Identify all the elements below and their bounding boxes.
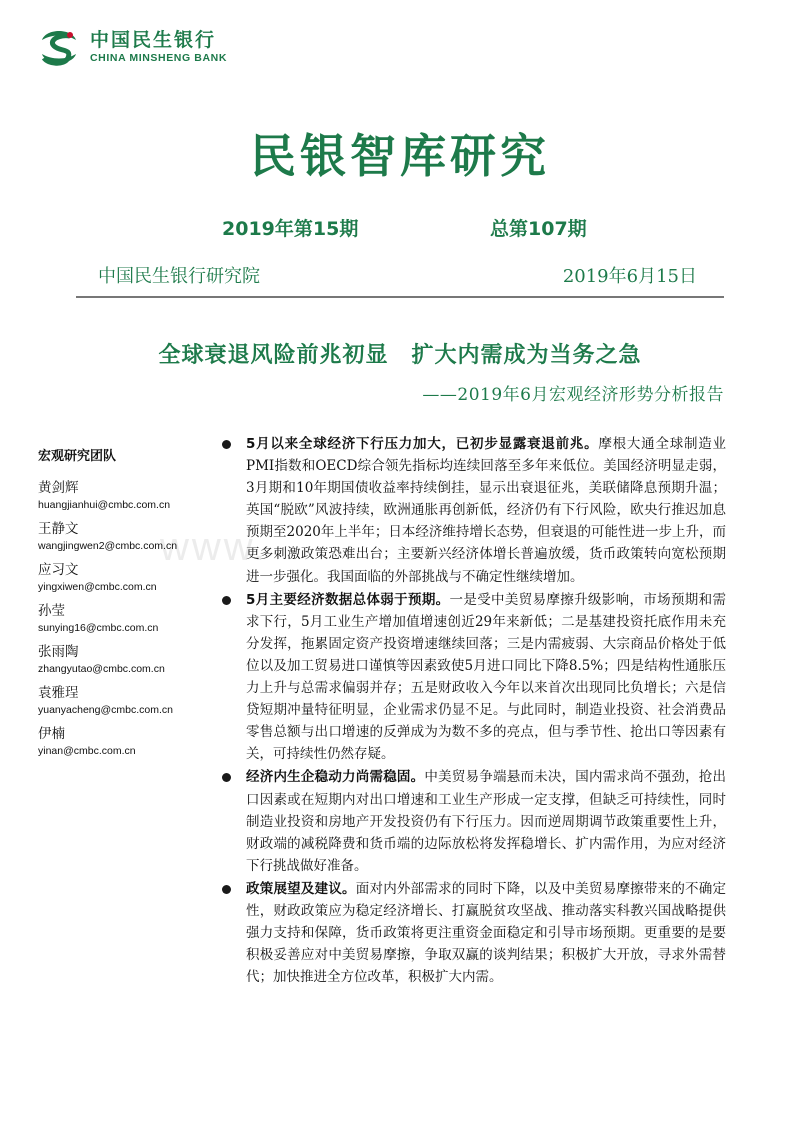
member-name: 王静文 — [38, 521, 79, 537]
institute-name: 中国民生银行研究院 — [98, 266, 260, 287]
team-member — [38, 521, 203, 554]
total-issue-number: 总第107期 — [490, 218, 587, 240]
team-member — [38, 480, 203, 513]
research-team-sidebar — [38, 445, 203, 767]
report-subtitle: ——2019年6月宏观经济形势分析报告 — [422, 385, 724, 405]
paragraph-lead: 5月以来全球经济下行压力加大，已初步显露衰退前兆。 — [246, 436, 599, 452]
paragraph-text: 中美贸易争端悬而未决，国内需求尚不强劲，抢出口因素或在短期内对出口增速和工业生产形成一定支撑，但缺乏可持续性，同时制造业投资和房地产开发投资仍有下行压力。因而逆周期调节政策重要性上升，财政端的减税降费和货币端的边际放松将发挥稳增长、扩内需作用，为应对经济下行挑战做好准备。 — [246, 769, 727, 874]
team-member — [38, 685, 203, 718]
team-member — [38, 644, 203, 677]
issue-number: 2019年第15期 — [222, 218, 359, 240]
summary-paragraph — [222, 433, 726, 588]
summary-paragraph — [222, 589, 726, 766]
summary-paragraph — [222, 766, 726, 876]
bullet-icon — [222, 596, 231, 605]
watermark: www. — [160, 525, 268, 569]
member-name: 应习文 — [38, 562, 79, 578]
minsheng-logo-icon — [36, 26, 82, 68]
paragraph-lead: 经济内生企稳动力尚需稳固。 — [246, 769, 425, 786]
summary-body — [222, 433, 726, 989]
team-member — [38, 562, 203, 595]
team-member — [38, 603, 203, 636]
report-title: 全球衰退风险前兆初显 扩大内需成为当务之急 — [158, 343, 642, 368]
member-email[interactable]: yuanyacheng@cmbc.com.cn — [38, 704, 173, 716]
member-name: 黄剑辉 — [38, 480, 79, 496]
member-email[interactable]: yinan@cmbc.com.cn — [38, 745, 136, 757]
header-divider — [76, 296, 724, 298]
member-email[interactable]: yingxiwen@cmbc.com.cn — [38, 581, 157, 593]
member-email[interactable]: wangjingwen2@cmbc.com.cn — [38, 540, 178, 552]
publish-date: 2019年6月15日 — [562, 266, 697, 287]
team-heading: 宏观研究团队 — [38, 449, 117, 464]
member-email[interactable]: zhangyutao@cmbc.com.cn — [38, 663, 165, 675]
member-name: 袁雅珵 — [38, 685, 79, 701]
team-member — [38, 726, 203, 759]
member-name: 孙莹 — [38, 603, 65, 619]
bank-name-en: CHINA MINSHENG BANK — [90, 52, 228, 64]
bullet-icon — [222, 440, 231, 449]
paragraph-text: 一是受中美贸易摩擦升级影响，市场预期和需求下行，5月工业生产增加值增速创近29年来新低；二是基建投资托底作用未充分发挥，拖累固定资产投资增速继续回落；三是内需疲弱、大宗商品价格处于低位以及加工贸易进口谨慎等因素致使5月进口同比下降8.5%；四是结构性通胀压力上升与总需求偏弱并存；五是财政收入今年以来首次出现同比负增长；六是信贷短期冲量特征明显，企业需求仍显不足。与此同时，制造业投资、社会消费品零售总额与出口增速的反弹成为为数不多的亮点，但与季节性、抢出口等因素有关，可持续性仍然存疑。 — [246, 591, 726, 763]
bullet-icon — [222, 773, 231, 782]
paragraph-text: 面对内外部需求的同时下降，以及中美贸易摩擦带来的不确定性，财政政策应为稳定经济增长、打赢脱贫攻坚战、推动落实科教兴国战略提供强力支持和保障，货币政策将更注重资金面稳定和引导市场预期。更重要的是要积极妥善应对中美贸易摩擦，争取双赢的谈判结果；积极扩大开放，寻求外需替代；加快推进全方位改革，积极扩大内需。 — [246, 880, 727, 986]
paragraph-lead: 政策展望及建议。 — [246, 880, 356, 897]
paragraph-text: 摩根大通全球制造业PMI指数和OECD综合领先指标均连续回落至多年来低位。美国经济明显走弱，3月期和10年期国债收益率持续倒挂，显示出衰退征兆，美联储降息预期升温；英国“脱欧”风波持续，欧洲通胀再创新低，经济仍有下行风险，欧央行推迟加息预期至2020年上半年；日本经济维持增长态势，但衰退的可能性进一步上升，而更多刺激政策恐难出台；主要新兴经济体增长普遍放缓，货币政策转向宽松预期进一步强化。我国面临的外部挑战与不确定性继续增加。 — [246, 436, 726, 585]
bank-name-cn: 中国民生银行 — [90, 29, 217, 51]
member-name: 张雨陶 — [38, 644, 79, 660]
summary-paragraph — [222, 878, 726, 988]
member-email[interactable]: huangjianhui@cmbc.com.cn — [38, 499, 171, 511]
member-email[interactable]: sunying16@cmbc.com.cn — [38, 622, 159, 634]
bank-logo — [36, 26, 227, 68]
bullet-icon — [222, 885, 231, 894]
masthead-title: 民银智库研究 — [250, 129, 550, 183]
member-name: 伊楠 — [38, 726, 65, 742]
paragraph-lead: 5月主要经济数据总体弱于预期。 — [246, 591, 450, 608]
